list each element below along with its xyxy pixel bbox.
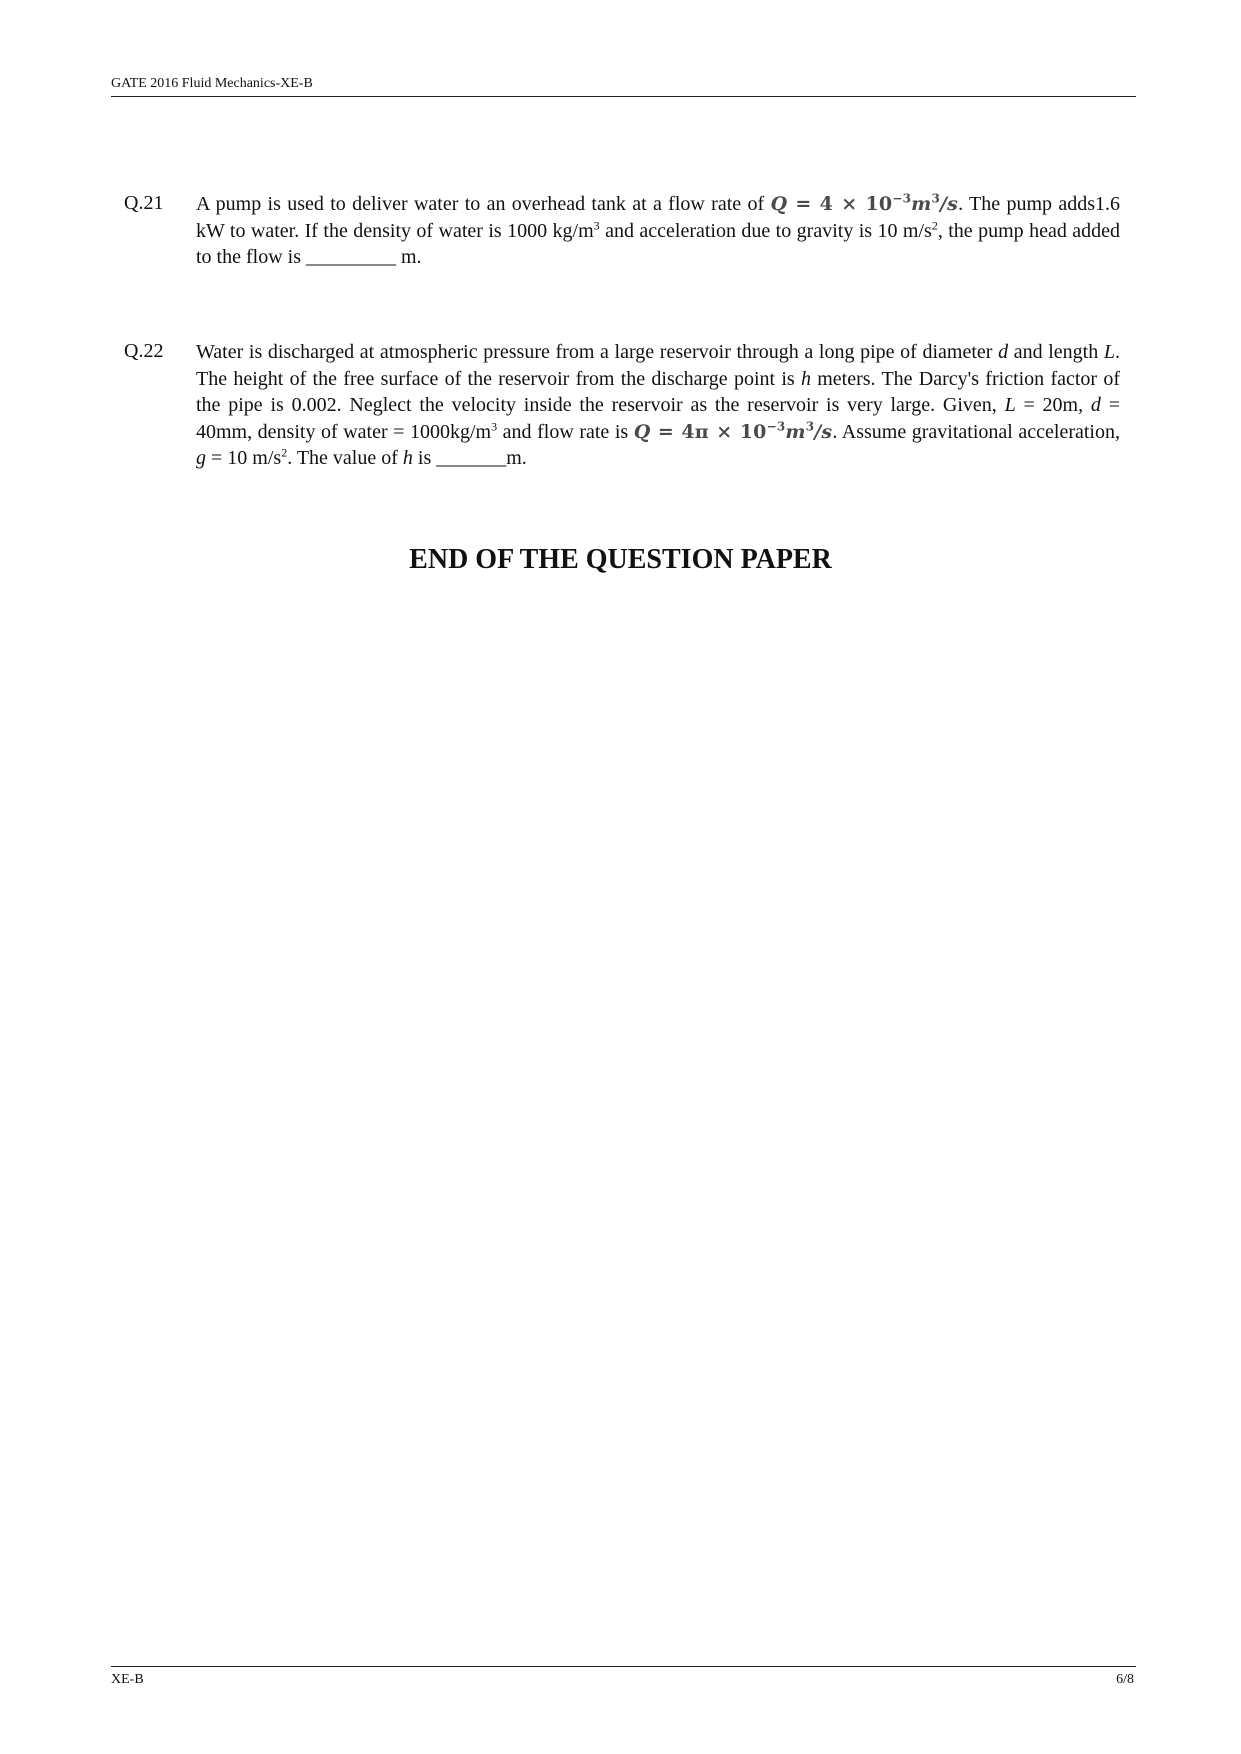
- q22-text-7: and flow rate is: [497, 420, 634, 443]
- question-number: Q.22: [124, 340, 164, 362]
- q22-text-11: is: [412, 447, 437, 469]
- header-divider: [111, 96, 1136, 97]
- eq-exponent: −3: [766, 419, 786, 434]
- variable: d: [998, 341, 1009, 363]
- q21-text-1: A pump is used to deliver water to an overhead tank at a flow rate of: [196, 193, 771, 215]
- q21-text-5: m.: [396, 246, 422, 268]
- superscript: 2: [931, 217, 938, 232]
- q22-text-2: and length: [1008, 341, 1104, 363]
- eq-unit-exponent: 3: [931, 191, 941, 206]
- eq-value: = 4π × 10: [650, 420, 767, 443]
- q22-text-1: Water is discharged at atmospheric pressure from a large reservoir through a long pipe of diameter: [196, 341, 999, 363]
- q22-text-10: . The value of: [287, 447, 403, 469]
- eq-symbol: Q: [770, 193, 788, 215]
- eq-unit-tail: /s: [814, 420, 833, 443]
- variable: g: [196, 447, 206, 469]
- q22-text-6: = 40mm, density of water = 1000kg/m: [196, 394, 1120, 443]
- end-of-paper-title: END OF THE QUESTION PAPER: [409, 544, 832, 575]
- question-text: [196, 191, 1120, 271]
- superscript: 3: [491, 418, 498, 433]
- question-text: [196, 339, 1120, 472]
- superscript: 3: [593, 217, 600, 232]
- footer-divider: [111, 1666, 1136, 1667]
- q22-text-4: meters. The Darcy's friction factor of the pipe is 0.002. Neglect the velocity inside the reservoir as the reservoir is very large. Given,: [196, 367, 1121, 416]
- q22-text-3: . The height of the free surface of the reservoir from the discharge point is: [196, 341, 1120, 390]
- eq-unit-tail: /s: [940, 193, 959, 215]
- flow-rate-equation: [634, 421, 833, 443]
- question-number: Q.21: [124, 192, 164, 214]
- q22-text-9: = 10 m/s: [206, 447, 282, 469]
- answer-blank: _______: [436, 447, 507, 469]
- eq-exponent: −3: [892, 191, 912, 206]
- variable: L: [1103, 341, 1115, 363]
- answer-blank: _________: [306, 246, 396, 268]
- page-header-title: GATE 2016 Fluid Mechanics-XE-B: [111, 76, 313, 91]
- footer-paper-code: XE-B: [111, 1672, 144, 1687]
- superscript: 2: [281, 445, 288, 460]
- eq-unit-exponent: 3: [805, 419, 815, 434]
- q22-text-8: . Assume gravitational acceleration,: [832, 420, 1120, 443]
- q21-text-2: . The pump adds1.6 kW to water. If the density of water is 1000 kg/m: [196, 193, 1121, 242]
- eq-value: = 4 × 10: [787, 193, 893, 215]
- eq-symbol: Q: [633, 420, 651, 443]
- variable: h: [800, 367, 811, 390]
- footer-page-number: 6/8: [1116, 1672, 1134, 1687]
- variable: h: [402, 447, 413, 469]
- q22-text-12: m.: [506, 447, 527, 469]
- q22-text-5: = 20m,: [1015, 394, 1091, 416]
- variable: d: [1090, 394, 1101, 416]
- q21-text-4: , the pump head added to the flow is: [196, 219, 1121, 268]
- eq-unit: m: [911, 193, 932, 215]
- eq-unit: m: [785, 420, 806, 443]
- q21-text-3: and acceleration due to gravity is 10 m/s: [599, 219, 932, 242]
- flow-rate-equation: [770, 193, 958, 215]
- variable: L: [1004, 394, 1016, 416]
